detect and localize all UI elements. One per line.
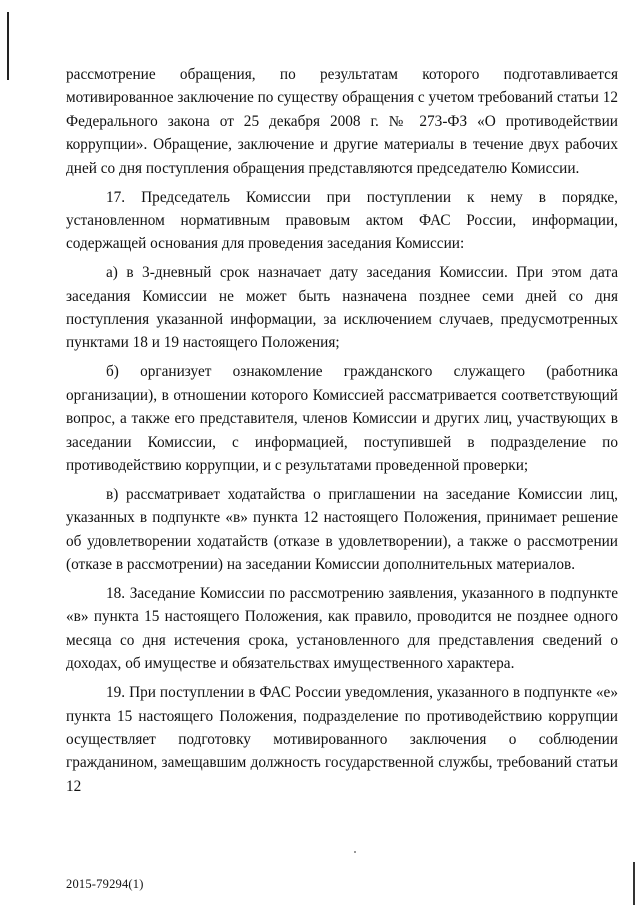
scan-edge-mark — [7, 12, 9, 80]
scan-edge-mark — [633, 862, 635, 905]
scan-speck — [354, 851, 356, 853]
paragraph-item-18: 18. Заседание Комиссии по рассмотрению заявления, указанного в подпункте «в» пункта 15 настоящего Положения, как правило, проводится не позднее одного месяца со дня истечения срока, установленного для представления сведений о доходах, об имуществе и обязательствах имущественного характера. — [66, 585, 618, 673]
paragraph-subitem-b: б) организует ознакомление гражданского служащего (работника организации), в отношении которого Комиссией рассматривается соответствующий вопрос, а также его представителя, членов Комиссии и других лиц, участвующих в заседании Комиссии, с информацией, поступившей в подразделение по противодействию коррупции, и с результатами проведенной проверки; — [66, 363, 618, 474]
paragraph-item-17: 17. Председатель Комиссии при поступлении к нему в порядке, установленном нормативным правовым актом ФАС России, информации, содержащей основания для проведения заседания Комиссии: — [66, 188, 618, 253]
paragraph-subitem-a: а) в 3-дневный срок назначает дату заседания Комиссии. При этом дата заседания Комиссии не может быть назначена позднее семи дней со дня поступления указанной информации, за исключением случаев, предусмотренных пунктами 18 и 19 настоящего Положения; — [66, 264, 618, 352]
paragraph-item-19: 19. При поступлении в ФАС России уведомления, указанного в подпункте «е» пункта 15 настоящего Положения, подразделение по противодействию коррупции осуществляет подготовку мотивированного заключения о соблюдении гражданином, замещавшим должность государственной службы, требований статьи 12 — [66, 684, 618, 795]
document-code: 2015-79294(1) — [66, 877, 144, 891]
paragraph-continuation: рассмотрение обращения, по результатам которого подготавливается мотивированное заключение по существу обращения с учетом требований статьи 12 Федерального закона от 25 декабря 2008 г. № 273-ФЗ «О противодействии коррупции». Обращение, заключение и другие материалы в течение двух рабочих дней со дня поступления обращения представляются председателю Комиссии. — [66, 66, 618, 177]
document-body — [66, 63, 618, 804]
paragraph-subitem-v: в) рассматривает ходатайства о приглашении на заседание Комиссии лиц, указанных в подпункте «в» пункта 12 настоящего Положения, принимает решение об удовлетворении ходатайств (отказе в удовлетворении), а также о рассмотрении (отказе в рассмотрении) на заседании Комиссии дополнительных материалов. — [66, 485, 618, 574]
